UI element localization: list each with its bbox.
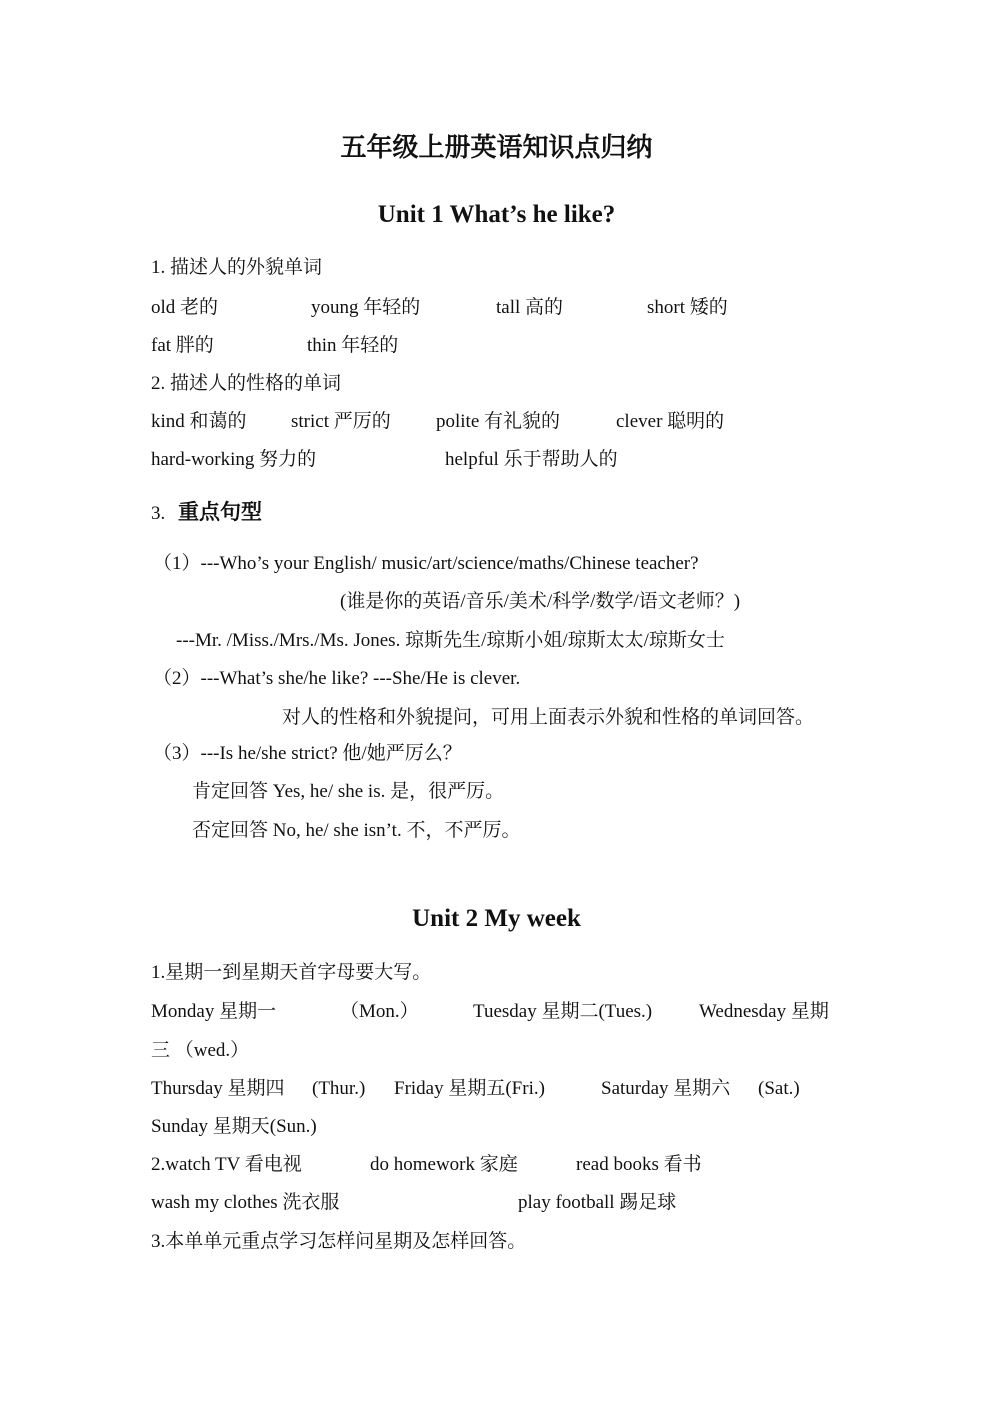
- pattern-2-note: 对人的性格和外貌提问，可用上面表示外貌和性格的单词回答。: [282, 707, 815, 728]
- activity-homework: do homework 家庭: [370, 1154, 518, 1175]
- word-old: old 老的: [151, 297, 219, 318]
- day-saturday: Saturday 星期六: [601, 1078, 731, 1099]
- day-thursday: Thursday 星期四: [151, 1078, 285, 1099]
- day-sunday: Sunday 星期天(Sun.): [151, 1116, 317, 1137]
- day-thursday-abbr: (Thur.): [312, 1078, 366, 1099]
- unit1-heading: Unit 1 What’s he like?: [377, 201, 616, 228]
- word-short: short 矮的: [647, 297, 728, 318]
- day-friday: Friday 星期五(Fri.): [394, 1078, 545, 1099]
- word-thin: thin 年轻的: [307, 335, 399, 356]
- activity-watch-tv: 2.watch TV 看电视: [151, 1154, 302, 1175]
- day-monday: Monday 星期一: [151, 1001, 277, 1022]
- word-fat: fat 胖的: [151, 335, 214, 356]
- activity-play-football: play football 踢足球: [518, 1192, 677, 1213]
- section3-number: 3.: [151, 503, 166, 524]
- word-polite: polite 有礼貌的: [436, 411, 561, 432]
- pattern-1-translation: (谁是你的英语/音乐/美术/科学/数学/语文老师？): [340, 591, 741, 612]
- day-tuesday: Tuesday 星期二(Tues.): [473, 1001, 653, 1022]
- word-kind: kind 和蔼的: [151, 411, 247, 432]
- pattern-3: （3）---Is he/she strict? 他/她严厉么？: [153, 743, 462, 764]
- word-strict: strict 严厉的: [291, 411, 391, 432]
- section3-heading: [151, 500, 262, 526]
- word-hard-working: hard-working 努力的: [151, 449, 317, 470]
- pattern-3-yes: 肯定回答 Yes, he/ she is. 是，很严厉。: [192, 781, 505, 802]
- unit2-point-1: 1.星期一到星期天首字母要大写。: [151, 962, 432, 983]
- word-clever: clever 聪明的: [616, 411, 725, 432]
- page-title: 五年级上册英语知识点归纳: [340, 133, 653, 162]
- pattern-3-no: 否定回答 No, he/ she isn’t. 不，不严厉。: [192, 820, 521, 841]
- pattern-1-question: （1）---Who’s your English/ music/art/science/maths/Chinese teacher?: [153, 553, 699, 574]
- day-monday-abbr: （Mon.）: [340, 1001, 419, 1022]
- activity-wash-clothes: wash my clothes 洗衣服: [151, 1192, 340, 1213]
- unit2-heading: Unit 2 My week: [412, 905, 581, 932]
- unit2-point-3: 3.本单单元重点学习怎样问星期及怎样回答。: [151, 1231, 527, 1252]
- day-wednesday: Wednesday 星期: [699, 1001, 829, 1022]
- section2-label: 2. 描述人的性格的单词: [151, 373, 342, 394]
- section1-label: 1. 描述人的外貌单词: [151, 257, 323, 278]
- word-tall: tall 高的: [496, 297, 564, 318]
- word-young: young 年轻的: [311, 297, 421, 318]
- word-helpful: helpful 乐于帮助人的: [445, 449, 618, 470]
- day-saturday-abbr: (Sat.): [758, 1078, 800, 1099]
- activity-read-books: read books 看书: [576, 1154, 702, 1175]
- section3-label: 重点句型: [178, 500, 262, 524]
- pattern-1-answer: ---Mr. /Miss./Mrs./Ms. Jones. 琼斯先生/琼斯小姐/琼斯太太/琼斯女士: [176, 630, 725, 651]
- day-wednesday-cont: 三 （wed.）: [151, 1040, 250, 1061]
- pattern-2: （2）---What’s she/he like? ---She/He is clever.: [153, 668, 521, 689]
